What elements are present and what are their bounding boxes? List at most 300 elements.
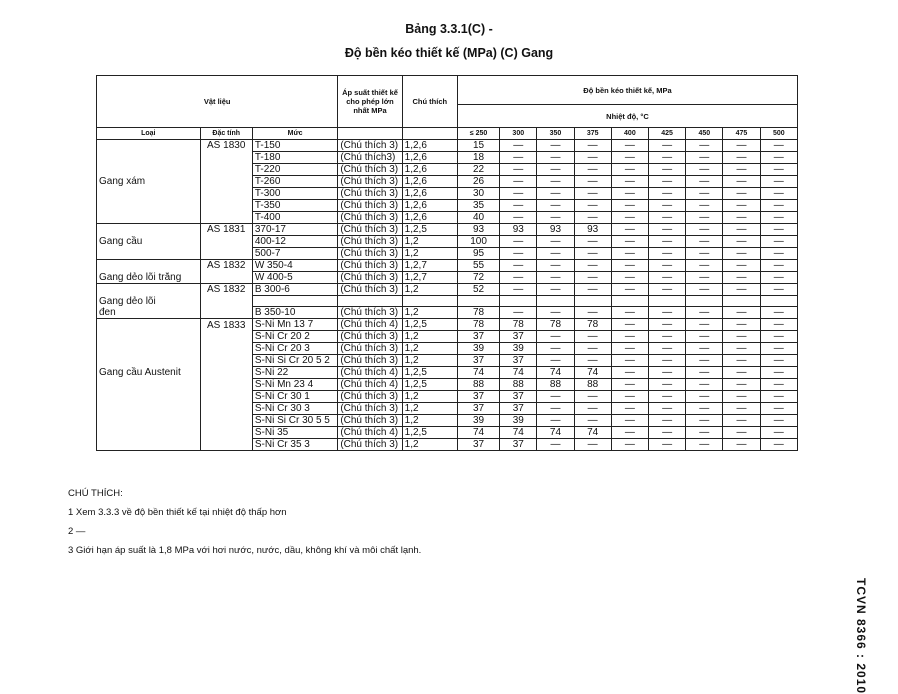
row-value: 39 bbox=[457, 415, 499, 427]
table-row bbox=[97, 248, 798, 260]
row-dac-tinh bbox=[200, 152, 252, 164]
row-chu-thich: 1,2,7 bbox=[402, 260, 457, 272]
row-value: 35 bbox=[457, 200, 499, 212]
row-value: 74 bbox=[574, 427, 611, 439]
row-value: — bbox=[723, 140, 760, 152]
row-value: 39 bbox=[457, 343, 499, 355]
row-dac-tinh bbox=[200, 307, 252, 319]
row-dac-tinh bbox=[200, 200, 252, 212]
row-value: 72 bbox=[457, 272, 499, 284]
row-value: — bbox=[686, 272, 723, 284]
row-value: — bbox=[648, 415, 685, 427]
row-value: 30 bbox=[457, 188, 499, 200]
table-row bbox=[97, 367, 798, 379]
row-value: 74 bbox=[537, 367, 574, 379]
row-value: — bbox=[760, 415, 797, 427]
row-value: — bbox=[648, 236, 685, 248]
row-chu-thich: 1,2,6 bbox=[402, 164, 457, 176]
row-value: — bbox=[648, 200, 685, 212]
row-value: — bbox=[686, 224, 723, 236]
row-value: — bbox=[686, 367, 723, 379]
row-value bbox=[500, 296, 537, 307]
row-value: — bbox=[574, 260, 611, 272]
row-loai bbox=[97, 391, 201, 403]
table-row bbox=[97, 355, 798, 367]
row-value: 78 bbox=[574, 319, 611, 331]
row-muc: B 350-10 bbox=[252, 307, 337, 319]
row-value: — bbox=[574, 236, 611, 248]
row-value: — bbox=[723, 319, 760, 331]
row-dac-tinh bbox=[200, 272, 252, 284]
row-chu-thich: 1,2 bbox=[402, 403, 457, 415]
table-title-number: Bảng 3.3.1(C) - bbox=[405, 22, 493, 36]
row-value: — bbox=[500, 272, 537, 284]
row-value: — bbox=[611, 307, 648, 319]
row-value: — bbox=[611, 343, 648, 355]
row-dac-tinh bbox=[200, 415, 252, 427]
row-value: 74 bbox=[537, 427, 574, 439]
row-value: — bbox=[686, 236, 723, 248]
row-value: — bbox=[723, 343, 760, 355]
row-value: 37 bbox=[500, 403, 537, 415]
row-loai: Gang cầu Austenit bbox=[97, 367, 201, 379]
row-value: — bbox=[611, 367, 648, 379]
row-value: — bbox=[760, 200, 797, 212]
row-value: — bbox=[574, 391, 611, 403]
row-loai bbox=[97, 403, 201, 415]
row-value: — bbox=[686, 403, 723, 415]
row-ap-suat: (Chú thích 4) bbox=[338, 379, 402, 391]
row-value: — bbox=[537, 236, 574, 248]
row-loai: đen bbox=[97, 307, 201, 319]
row-value: — bbox=[648, 260, 685, 272]
row-value: — bbox=[648, 212, 685, 224]
header-nhiet-do: Nhiệt độ, °C bbox=[457, 105, 797, 128]
row-dac-tinh bbox=[200, 296, 252, 307]
row-value: — bbox=[686, 379, 723, 391]
header-vat-lieu: Vật liệu bbox=[97, 76, 338, 128]
row-ap-suat: (Chú thích 3) bbox=[338, 284, 402, 296]
row-value: — bbox=[760, 391, 797, 403]
header-temp: 450 bbox=[686, 128, 723, 140]
row-dac-tinh bbox=[200, 343, 252, 355]
row-value: 78 bbox=[537, 319, 574, 331]
row-value: — bbox=[686, 200, 723, 212]
row-value: — bbox=[723, 212, 760, 224]
row-value: 74 bbox=[457, 367, 499, 379]
row-value: — bbox=[611, 200, 648, 212]
row-value: 37 bbox=[457, 439, 499, 451]
row-dac-tinh bbox=[200, 379, 252, 391]
row-value: — bbox=[760, 272, 797, 284]
header-muc: Mức bbox=[252, 128, 337, 140]
row-value: — bbox=[500, 140, 537, 152]
row-value: — bbox=[537, 152, 574, 164]
row-value: — bbox=[574, 307, 611, 319]
table-row bbox=[97, 319, 798, 331]
table-title: Độ bền kéo thiết kế (MPa) (C) Gang bbox=[344, 46, 554, 60]
row-muc: W 400-5 bbox=[252, 272, 337, 284]
row-value: — bbox=[760, 355, 797, 367]
row-value: 88 bbox=[574, 379, 611, 391]
row-value: — bbox=[686, 439, 723, 451]
row-value: — bbox=[648, 248, 685, 260]
row-value: — bbox=[537, 343, 574, 355]
row-value: — bbox=[537, 355, 574, 367]
row-muc: S-Ni 22 bbox=[252, 367, 337, 379]
row-ap-suat: (Chú thích 3) bbox=[338, 248, 402, 260]
row-chu-thich: 1,2,6 bbox=[402, 176, 457, 188]
row-value bbox=[611, 296, 648, 307]
row-value: — bbox=[648, 439, 685, 451]
row-value: — bbox=[611, 439, 648, 451]
row-loai bbox=[97, 355, 201, 367]
row-value: — bbox=[611, 403, 648, 415]
row-value: — bbox=[537, 248, 574, 260]
row-value: — bbox=[760, 343, 797, 355]
header-temp: 400 bbox=[611, 128, 648, 140]
row-muc: S-Ni Si Cr 20 5 2 bbox=[252, 355, 337, 367]
row-value: 93 bbox=[457, 224, 499, 236]
row-chu-thich: 1,2 bbox=[402, 284, 457, 296]
row-value: — bbox=[686, 427, 723, 439]
row-chu-thich: 1,2 bbox=[402, 248, 457, 260]
row-value: — bbox=[648, 391, 685, 403]
row-dac-tinh bbox=[200, 176, 252, 188]
header-dac-tinh: Đặc tính bbox=[200, 128, 252, 140]
row-ap-suat: (Chú thích 3) bbox=[338, 415, 402, 427]
row-muc: S-Ni Cr 30 1 bbox=[252, 391, 337, 403]
row-muc: S-Ni Cr 30 3 bbox=[252, 403, 337, 415]
row-value: — bbox=[611, 152, 648, 164]
row-muc: S-Ni Mn 23 4 bbox=[252, 379, 337, 391]
row-value: — bbox=[500, 307, 537, 319]
row-value: — bbox=[611, 391, 648, 403]
row-value: — bbox=[611, 164, 648, 176]
row-value: — bbox=[686, 319, 723, 331]
row-value: — bbox=[723, 307, 760, 319]
row-value: — bbox=[760, 164, 797, 176]
header-temp: 425 bbox=[648, 128, 685, 140]
row-ap-suat: (Chú thích 3) bbox=[338, 212, 402, 224]
row-ap-suat: (Chú thích 4) bbox=[338, 427, 402, 439]
row-value: — bbox=[574, 272, 611, 284]
row-value: — bbox=[648, 403, 685, 415]
row-value: — bbox=[574, 164, 611, 176]
row-value: — bbox=[648, 343, 685, 355]
row-value: — bbox=[760, 260, 797, 272]
row-value bbox=[537, 296, 574, 307]
row-chu-thich: 1,2,6 bbox=[402, 212, 457, 224]
table-row bbox=[97, 439, 798, 451]
row-value: — bbox=[686, 331, 723, 343]
row-dac-tinh bbox=[200, 331, 252, 343]
row-value: — bbox=[723, 248, 760, 260]
row-value: — bbox=[760, 379, 797, 391]
row-chu-thich: 1,2,5 bbox=[402, 319, 457, 331]
row-value: 37 bbox=[457, 355, 499, 367]
row-loai bbox=[97, 248, 201, 260]
row-value: — bbox=[686, 140, 723, 152]
row-value: — bbox=[760, 188, 797, 200]
row-muc: T-220 bbox=[252, 164, 337, 176]
row-chu-thich: 1,2 bbox=[402, 355, 457, 367]
row-value: — bbox=[500, 152, 537, 164]
row-muc: T-400 bbox=[252, 212, 337, 224]
row-chu-thich: 1,2,5 bbox=[402, 379, 457, 391]
row-value: — bbox=[723, 331, 760, 343]
row-value: — bbox=[500, 212, 537, 224]
row-value: 88 bbox=[457, 379, 499, 391]
row-loai bbox=[97, 343, 201, 355]
row-muc: 370-17 bbox=[252, 224, 337, 236]
row-value: — bbox=[648, 284, 685, 296]
row-value: — bbox=[500, 200, 537, 212]
row-value: — bbox=[723, 427, 760, 439]
row-value: 18 bbox=[457, 152, 499, 164]
row-muc: B 300-6 bbox=[252, 284, 337, 296]
row-value: — bbox=[648, 427, 685, 439]
row-value: — bbox=[760, 284, 797, 296]
row-value: — bbox=[537, 403, 574, 415]
row-value: — bbox=[723, 272, 760, 284]
row-value: — bbox=[648, 307, 685, 319]
row-value: — bbox=[500, 188, 537, 200]
table-row bbox=[97, 331, 798, 343]
header-empty-ap bbox=[338, 128, 402, 140]
row-value: — bbox=[723, 367, 760, 379]
header-temp: 350 bbox=[537, 128, 574, 140]
row-value: — bbox=[611, 427, 648, 439]
row-ap-suat: (Chú thích3) bbox=[338, 152, 402, 164]
row-value: — bbox=[760, 331, 797, 343]
table-row bbox=[97, 164, 798, 176]
row-loai bbox=[97, 260, 201, 272]
row-chu-thich: 1,2 bbox=[402, 343, 457, 355]
row-ap-suat: (Chú thích 3) bbox=[338, 403, 402, 415]
row-ap-suat: (Chú thích 3) bbox=[338, 331, 402, 343]
row-value: — bbox=[686, 212, 723, 224]
row-value: — bbox=[574, 176, 611, 188]
row-value bbox=[457, 296, 499, 307]
row-value: — bbox=[723, 391, 760, 403]
note-3: 3 Giới hạn áp suất là 1,8 MPa với hơi nước, nước, dầu, không khí và môi chất lạnh. bbox=[68, 545, 422, 556]
row-value: 15 bbox=[457, 140, 499, 152]
row-value: 74 bbox=[500, 367, 537, 379]
row-value: — bbox=[686, 415, 723, 427]
header-empty-ct bbox=[402, 128, 457, 140]
table-row bbox=[97, 284, 798, 296]
table-row bbox=[97, 140, 798, 152]
row-value: — bbox=[760, 176, 797, 188]
row-muc: S-Ni Cr 35 3 bbox=[252, 439, 337, 451]
row-loai bbox=[97, 140, 201, 152]
row-loai: Gang xám bbox=[97, 176, 201, 188]
row-muc bbox=[252, 296, 337, 307]
row-value: — bbox=[537, 439, 574, 451]
row-value: 37 bbox=[457, 331, 499, 343]
row-muc: S-Ni Cr 20 3 bbox=[252, 343, 337, 355]
row-value: — bbox=[648, 224, 685, 236]
row-value: — bbox=[686, 248, 723, 260]
table-row bbox=[97, 403, 798, 415]
row-loai: Gang cầu bbox=[97, 236, 201, 248]
row-value: — bbox=[686, 355, 723, 367]
row-value bbox=[686, 296, 723, 307]
row-loai bbox=[97, 164, 201, 176]
row-chu-thich: 1,2 bbox=[402, 415, 457, 427]
row-chu-thich: 1,2,7 bbox=[402, 272, 457, 284]
table-row bbox=[97, 379, 798, 391]
row-loai bbox=[97, 415, 201, 427]
row-value: 95 bbox=[457, 248, 499, 260]
row-chu-thich: 1,2,6 bbox=[402, 152, 457, 164]
row-value: 22 bbox=[457, 164, 499, 176]
row-loai bbox=[97, 152, 201, 164]
row-value: — bbox=[574, 355, 611, 367]
row-value: 78 bbox=[457, 307, 499, 319]
table-row bbox=[97, 307, 798, 319]
row-dac-tinh bbox=[200, 164, 252, 176]
row-value: — bbox=[500, 176, 537, 188]
row-value bbox=[723, 296, 760, 307]
row-value: — bbox=[686, 260, 723, 272]
row-value: — bbox=[537, 307, 574, 319]
row-muc: T-180 bbox=[252, 152, 337, 164]
row-muc: T-300 bbox=[252, 188, 337, 200]
row-value: 37 bbox=[500, 391, 537, 403]
row-ap-suat: (Chú thích 3) bbox=[338, 439, 402, 451]
header-do-ben: Độ bền kéo thiết kế, MPa bbox=[457, 76, 797, 105]
row-value: — bbox=[574, 439, 611, 451]
row-dac-tinh bbox=[200, 403, 252, 415]
row-value: — bbox=[574, 403, 611, 415]
row-value: — bbox=[760, 319, 797, 331]
row-value: — bbox=[760, 212, 797, 224]
row-dac-tinh bbox=[200, 355, 252, 367]
row-value: — bbox=[574, 331, 611, 343]
note-1: 1 Xem 3.3.3 về độ bền thiết kế tại nhiệt độ thấp hơn bbox=[68, 507, 287, 518]
row-loai bbox=[97, 427, 201, 439]
table-row bbox=[97, 200, 798, 212]
row-value: — bbox=[648, 176, 685, 188]
header-temp: 375 bbox=[574, 128, 611, 140]
row-value bbox=[574, 296, 611, 307]
row-value: 88 bbox=[500, 379, 537, 391]
row-value: — bbox=[611, 319, 648, 331]
row-value: — bbox=[537, 272, 574, 284]
row-value: — bbox=[611, 236, 648, 248]
row-value: — bbox=[537, 391, 574, 403]
row-chu-thich: 1,2 bbox=[402, 307, 457, 319]
row-value: — bbox=[723, 355, 760, 367]
row-dac-tinh: AS 1831 bbox=[200, 224, 252, 236]
row-ap-suat: (Chú thích 3) bbox=[338, 164, 402, 176]
row-chu-thich: 1,2,5 bbox=[402, 427, 457, 439]
row-value: — bbox=[760, 236, 797, 248]
row-value: — bbox=[723, 176, 760, 188]
row-ap-suat: (Chú thích 3) bbox=[338, 224, 402, 236]
row-value: 100 bbox=[457, 236, 499, 248]
row-value: — bbox=[574, 248, 611, 260]
row-value: — bbox=[537, 415, 574, 427]
row-value: — bbox=[574, 415, 611, 427]
row-value: — bbox=[537, 212, 574, 224]
row-ap-suat: (Chú thích 4) bbox=[338, 367, 402, 379]
row-muc: 500-7 bbox=[252, 248, 337, 260]
notes-heading: CHÚ THÍCH: bbox=[68, 488, 123, 499]
row-dac-tinh bbox=[200, 427, 252, 439]
row-value: 39 bbox=[500, 343, 537, 355]
row-dac-tinh bbox=[200, 236, 252, 248]
row-ap-suat: (Chú thích 3) bbox=[338, 260, 402, 272]
row-value: — bbox=[537, 188, 574, 200]
row-value: — bbox=[648, 164, 685, 176]
row-loai bbox=[97, 212, 201, 224]
table-row bbox=[97, 224, 798, 236]
row-loai bbox=[97, 379, 201, 391]
row-value: 93 bbox=[500, 224, 537, 236]
row-chu-thich bbox=[402, 296, 457, 307]
row-muc: S-Ni Si Cr 30 5 5 bbox=[252, 415, 337, 427]
row-ap-suat: (Chú thích 3) bbox=[338, 272, 402, 284]
row-value: 40 bbox=[457, 212, 499, 224]
row-value: — bbox=[537, 200, 574, 212]
table-row bbox=[97, 212, 798, 224]
table-row bbox=[97, 152, 798, 164]
row-value: — bbox=[760, 152, 797, 164]
header-ap-suat: Áp suất thiết kế cho phép lớn nhất MPa bbox=[338, 76, 402, 128]
row-value: — bbox=[723, 284, 760, 296]
row-value: — bbox=[723, 164, 760, 176]
row-value: 55 bbox=[457, 260, 499, 272]
row-ap-suat: (Chú thích 3) bbox=[338, 140, 402, 152]
row-value: 78 bbox=[457, 319, 499, 331]
row-value: — bbox=[611, 331, 648, 343]
row-value: — bbox=[686, 188, 723, 200]
row-value: — bbox=[648, 331, 685, 343]
row-chu-thich: 1,2 bbox=[402, 236, 457, 248]
row-value: — bbox=[760, 248, 797, 260]
row-value: — bbox=[611, 188, 648, 200]
row-chu-thich: 1,2,6 bbox=[402, 200, 457, 212]
row-value: — bbox=[611, 284, 648, 296]
row-dac-tinh bbox=[200, 212, 252, 224]
row-value: — bbox=[760, 367, 797, 379]
row-value: — bbox=[723, 224, 760, 236]
row-value: — bbox=[723, 403, 760, 415]
table-row bbox=[97, 236, 798, 248]
row-value: — bbox=[574, 200, 611, 212]
row-loai bbox=[97, 284, 201, 296]
row-chu-thich: 1,2 bbox=[402, 391, 457, 403]
row-value: — bbox=[574, 188, 611, 200]
header-loai: Loại bbox=[97, 128, 201, 140]
row-value: 93 bbox=[574, 224, 611, 236]
row-value: 39 bbox=[500, 415, 537, 427]
row-value: 93 bbox=[537, 224, 574, 236]
row-value: 74 bbox=[457, 427, 499, 439]
row-value: — bbox=[686, 343, 723, 355]
table-row bbox=[97, 260, 798, 272]
row-muc: S-Ni Mn 13 7 bbox=[252, 319, 337, 331]
design-tensile-strength-table bbox=[96, 75, 798, 451]
row-ap-suat: (Chú thích 3) bbox=[338, 200, 402, 212]
row-chu-thich: 1,2 bbox=[402, 331, 457, 343]
row-value: — bbox=[537, 260, 574, 272]
row-loai bbox=[97, 188, 201, 200]
row-value: — bbox=[574, 140, 611, 152]
